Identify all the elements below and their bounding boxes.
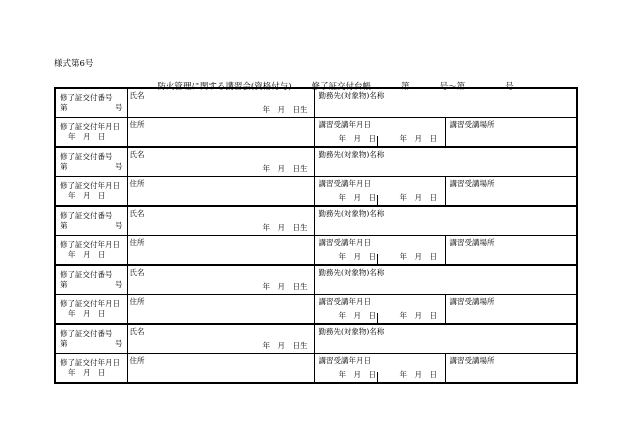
- cert-number-dai: 第: [60, 339, 68, 348]
- cert-number-dai: 第: [60, 103, 68, 112]
- workplace-cell: [314, 265, 577, 295]
- course-date-end: 年 月 日: [399, 311, 437, 320]
- course-date-end: 年 月 日: [399, 252, 437, 261]
- ledger-entry-row-bottom: [55, 236, 577, 266]
- course-date-cell: [314, 295, 445, 325]
- address-cell: [127, 177, 314, 207]
- cert-date-cell: [55, 118, 127, 148]
- ledger-entry-row-top: [55, 265, 577, 295]
- cert-date-cell: [55, 236, 127, 266]
- ledger-entry-row-bottom: [55, 354, 577, 384]
- cert-number-label: 修了証交付番号: [60, 93, 113, 102]
- date-divider: [377, 372, 378, 382]
- ledger-entry-row-top: [55, 324, 577, 354]
- title-dai: 第: [401, 82, 410, 92]
- course-date-start: 年 月 日: [338, 193, 376, 202]
- cert-number-dai: 第: [60, 162, 68, 171]
- date-divider: [377, 136, 378, 146]
- cert-date-label: 修了証交付年月日: [60, 240, 120, 249]
- name-label: 氏名: [129, 150, 145, 159]
- birth-date: 年 月 日生: [262, 105, 308, 114]
- address-cell: [127, 118, 314, 148]
- course-date-start: 年 月 日: [338, 311, 376, 320]
- date-divider: [377, 313, 378, 323]
- course-date-start: 年 月 日: [338, 252, 376, 261]
- course-date-label: 講習受講年月日: [318, 297, 371, 306]
- ledger-entry-row-top: [55, 88, 577, 118]
- cert-number-dai: 第: [60, 221, 68, 230]
- course-place-cell: [445, 118, 577, 148]
- cert-number-cell: [55, 147, 127, 177]
- workplace-label: 勤務先(対象物)名称: [318, 327, 385, 336]
- course-date-cell: [314, 177, 445, 207]
- cert-number-label: 修了証交付番号: [60, 329, 113, 338]
- workplace-cell: [314, 88, 577, 118]
- birth-date: 年 月 日生: [262, 164, 308, 173]
- cert-date-label: 修了証交付年月日: [60, 299, 120, 308]
- course-date-label: 講習受講年月日: [318, 179, 371, 188]
- ledger-entry-row-bottom: [55, 118, 577, 148]
- address-cell: [127, 236, 314, 266]
- course-date-cell: [314, 118, 445, 148]
- date-divider: [377, 254, 378, 264]
- course-place-label: 講習受講場所: [449, 356, 495, 365]
- ledger-table: [54, 87, 578, 384]
- title-from: 号〜第: [439, 82, 466, 92]
- title-main: 防火管理に関する講習会(資格付与): [157, 82, 292, 92]
- cert-number-cell: [55, 265, 127, 295]
- cert-date-cell: [55, 354, 127, 384]
- workplace-label: 勤務先(対象物)名称: [318, 268, 385, 277]
- ledger-entry-row-top: [55, 147, 577, 177]
- name-cell: [127, 324, 314, 354]
- address-label: 住所: [129, 120, 145, 129]
- cert-number-label: 修了証交付番号: [60, 152, 113, 161]
- name-label: 氏名: [129, 327, 145, 336]
- cert-number-go: 号: [115, 280, 123, 289]
- cert-number-dai: 第: [60, 280, 68, 289]
- title-ledger: 修了証交付台帳: [311, 82, 372, 92]
- course-place-label: 講習受講場所: [449, 120, 495, 129]
- course-place-label: 講習受講場所: [449, 179, 495, 188]
- ledger-entry-row-bottom: [55, 177, 577, 207]
- cert-date-ymd: 年 月 日: [68, 191, 106, 200]
- ledger-entry-row-top: [55, 206, 577, 236]
- address-cell: [127, 295, 314, 325]
- name-label: 氏名: [129, 91, 145, 100]
- address-label: 住所: [129, 179, 145, 188]
- name-cell: [127, 88, 314, 118]
- name-cell: [127, 147, 314, 177]
- cert-date-label: 修了証交付年月日: [60, 122, 120, 131]
- cert-number-go: 号: [115, 221, 123, 230]
- cert-date-ymd: 年 月 日: [68, 132, 106, 141]
- address-cell: [127, 354, 314, 384]
- course-place-label: 講習受講場所: [449, 297, 495, 306]
- workplace-cell: [314, 324, 577, 354]
- cert-number-label: 修了証交付番号: [60, 211, 113, 220]
- course-place-label: 講習受講場所: [449, 238, 495, 247]
- birth-date: 年 月 日生: [262, 341, 308, 350]
- course-place-cell: [445, 236, 577, 266]
- address-label: 住所: [129, 356, 145, 365]
- cert-date-ymd: 年 月 日: [68, 309, 106, 318]
- ledger-entry-row-bottom: [55, 295, 577, 325]
- name-label: 氏名: [129, 209, 145, 218]
- cert-number-go: 号: [115, 339, 123, 348]
- form-number: 様式第6号: [54, 59, 94, 69]
- course-date-label: 講習受講年月日: [318, 120, 371, 129]
- course-date-end: 年 月 日: [399, 370, 437, 379]
- workplace-cell: [314, 206, 577, 236]
- date-divider: [377, 195, 378, 205]
- course-place-cell: [445, 177, 577, 207]
- course-date-start: 年 月 日: [338, 370, 376, 379]
- course-date-start: 年 月 日: [338, 134, 376, 143]
- cert-date-cell: [55, 295, 127, 325]
- course-date-label: 講習受講年月日: [318, 238, 371, 247]
- name-label: 氏名: [129, 268, 145, 277]
- workplace-label: 勤務先(対象物)名称: [318, 209, 385, 218]
- cert-date-cell: [55, 177, 127, 207]
- cert-number-cell: [55, 206, 127, 236]
- cert-date-ymd: 年 月 日: [68, 250, 106, 259]
- cert-number-label: 修了証交付番号: [60, 270, 113, 279]
- course-place-cell: [445, 354, 577, 384]
- workplace-cell: [314, 147, 577, 177]
- workplace-label: 勤務先(対象物)名称: [318, 91, 385, 100]
- birth-date: 年 月 日生: [262, 223, 308, 232]
- course-date-end: 年 月 日: [399, 193, 437, 202]
- cert-number-cell: [55, 324, 127, 354]
- address-label: 住所: [129, 238, 145, 247]
- name-cell: [127, 265, 314, 295]
- course-date-end: 年 月 日: [399, 134, 437, 143]
- course-date-cell: [314, 236, 445, 266]
- cert-date-label: 修了証交付年月日: [60, 358, 120, 367]
- workplace-label: 勤務先(対象物)名称: [318, 150, 385, 159]
- title-to: 号: [505, 82, 514, 92]
- cert-number-go: 号: [115, 103, 123, 112]
- cert-number-go: 号: [115, 162, 123, 171]
- cert-date-ymd: 年 月 日: [68, 368, 106, 377]
- course-date-label: 講習受講年月日: [318, 356, 371, 365]
- course-date-cell: [314, 354, 445, 384]
- cert-date-label: 修了証交付年月日: [60, 181, 120, 190]
- cert-number-cell: [55, 88, 127, 118]
- birth-date: 年 月 日生: [262, 282, 308, 291]
- address-label: 住所: [129, 297, 145, 306]
- name-cell: [127, 206, 314, 236]
- course-place-cell: [445, 295, 577, 325]
